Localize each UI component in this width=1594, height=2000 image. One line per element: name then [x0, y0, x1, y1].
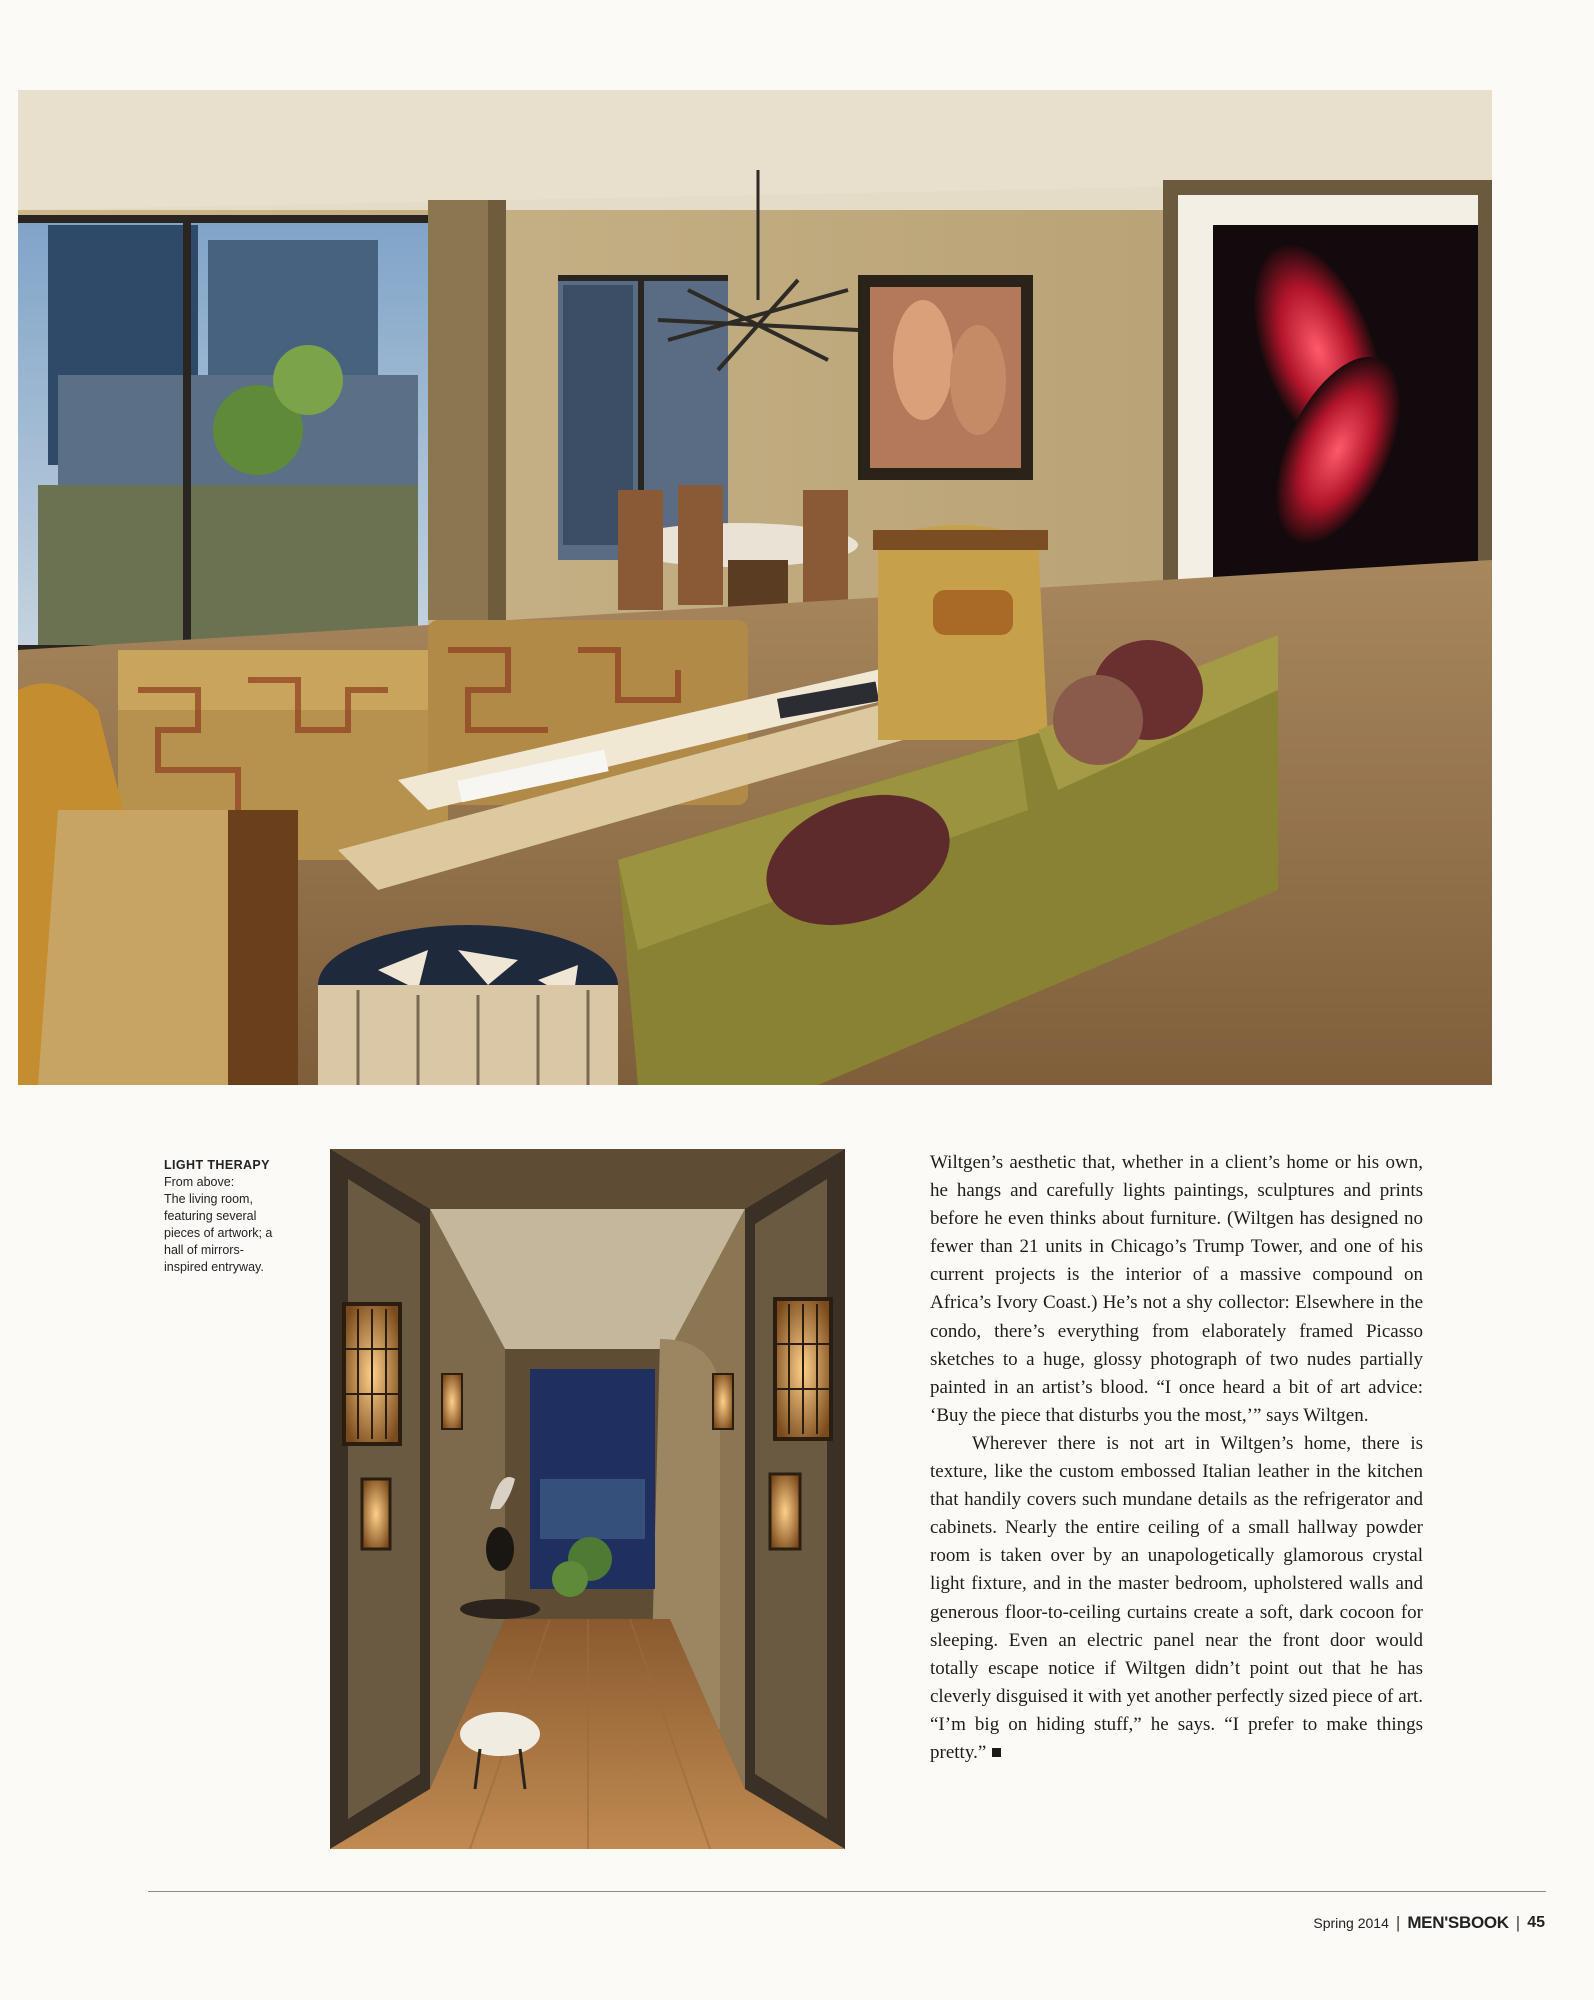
- page-footer: [1313, 1911, 1545, 1935]
- entryway-photo: [330, 1149, 845, 1849]
- caption-body: From above: The living room, featuring several pieces of artwork; a hall of mirrors- inspired entryway.: [164, 1175, 273, 1274]
- photo-caption: [164, 1157, 304, 1276]
- article-paragraph-2: [930, 1430, 1423, 1767]
- footer-separator-2: |: [1515, 1913, 1521, 1932]
- footer-separator: |: [1395, 1913, 1401, 1932]
- footer-season: Spring 2014: [1313, 1915, 1389, 1931]
- end-mark-icon: [992, 1748, 1001, 1757]
- living-room-photo: [18, 90, 1492, 1085]
- page-number: 45: [1527, 1914, 1545, 1931]
- article-paragraph-2-text: Wherever there is not art in Wiltgen’s home, there is texture, like the custom embossed Italian leather in the kitchen that handily covers such mundane details as the refrigerator and cabinets. Nearly the entire ceiling of a small hallway powder room is taken over by an unapologetically glamorous crystal light fixture, and in the master bedroom, upholstered walls and generous floor-to-ceiling curtains create a soft, dark cocoon for sleeping. Even an electric panel near the front door would totally escape notice if Wiltgen didn’t point out that he has cleverly disguised it with yet another perfectly sized piece of art. “I’m big on hiding stuff,” he says. “I prefer to make things pretty.”: [930, 1432, 1423, 1763]
- footer-magazine-name: MEN'SBOOK: [1407, 1913, 1509, 1932]
- footer-rule: [148, 1891, 1546, 1892]
- caption-title: LIGHT THERAPY: [164, 1158, 270, 1172]
- article-paragraph-1: Wiltgen’s aesthetic that, whether in a client’s home or his own, he hangs and carefully lights paintings, sculptures and prints before he even thinks about furniture. (Wiltgen has designed no fewer than 21 units in Chicago’s Trump Tower, and one of his current projects is the interior of a massive compound on Africa’s Ivory Coast.) He’s not a shy collector: Elsewhere in the condo, there’s everything from elaborately framed Picasso sketches to a huge, glossy photograph of two nudes partially painted in an artist’s blood. “I once heard a bit of art advice: ‘Buy the piece that disturbs you the most,’” says Wiltgen.: [930, 1152, 1423, 1426]
- article-body: [930, 1149, 1423, 1767]
